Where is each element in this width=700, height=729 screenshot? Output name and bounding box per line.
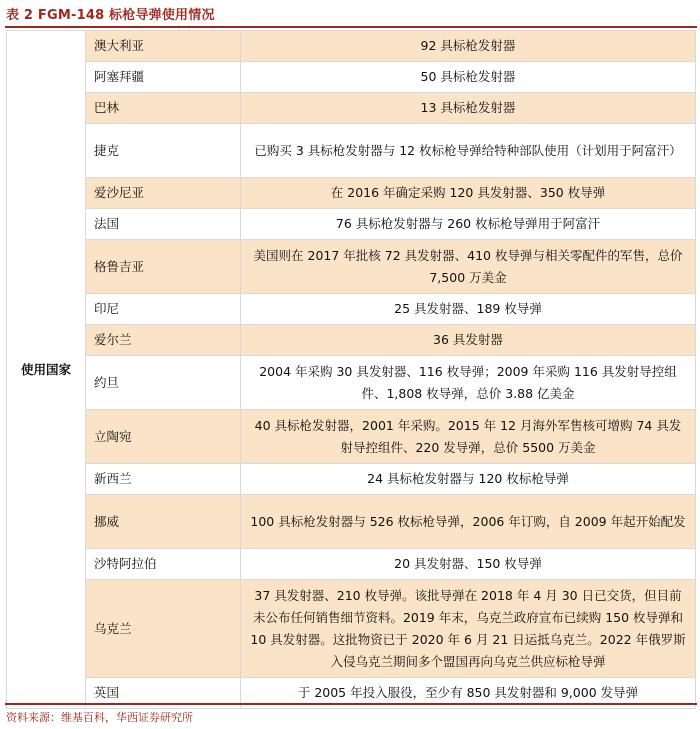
table-row — [7, 549, 696, 580]
table-row — [7, 410, 696, 464]
table-title: 表 2 FGM-148 标枪导弹使用情况 — [6, 8, 215, 23]
country-cell: 格鲁吉亚 — [86, 240, 241, 294]
table-row — [7, 31, 696, 62]
detail-cell: 于 2005 年投入服役，至少有 850 具发射器和 9,000 发导弹 — [241, 678, 696, 709]
table-row — [7, 240, 696, 294]
country-cell: 挪威 — [86, 495, 241, 549]
country-cell: 新西兰 — [86, 464, 241, 495]
table-row — [7, 178, 696, 209]
country-cell: 阿塞拜疆 — [86, 62, 241, 93]
detail-cell: 76 具标枪发射器与 260 枚标枪导弹用于阿富汗 — [241, 209, 696, 240]
country-cell: 爱尔兰 — [86, 325, 241, 356]
source-note: 资料来源：维基百科，华西证券研究所 — [6, 711, 193, 724]
detail-cell: 50 具标枪发射器 — [241, 62, 696, 93]
country-cell: 法国 — [86, 209, 241, 240]
country-cell: 乌克兰 — [86, 580, 241, 678]
detail-cell: 100 具标枪发射器与 526 枚标枪导弹，2006 年订购，自 2009 年起开始配发 — [241, 495, 696, 549]
country-cell: 巴林 — [86, 93, 241, 124]
table-row — [7, 62, 696, 93]
category-cell: 使用国家 — [7, 31, 86, 709]
title-divider — [5, 26, 697, 28]
table-row — [7, 93, 696, 124]
detail-cell: 美国则在 2017 年批核 72 具发射器、410 枚导弹与相关零配件的军售，总价 7,500 万美金 — [241, 240, 696, 294]
detail-cell: 25 具发射器、189 枚导弹 — [241, 294, 696, 325]
country-cell: 沙特阿拉伯 — [86, 549, 241, 580]
table-row — [7, 294, 696, 325]
table-row — [7, 580, 696, 678]
country-cell: 爱沙尼亚 — [86, 178, 241, 209]
table-row — [7, 209, 696, 240]
bottom-divider — [5, 703, 697, 705]
country-cell: 澳大利亚 — [86, 31, 241, 62]
detail-cell: 37 具发射器、210 枚导弹。该批导弹在 2018 年 4 月 30 日已交货，但目前未公布任何销售细节资料。2019 年末，乌克兰政府宣布已续购 150 枚导弹和 10 具发射器。这批物资已于 2020 年 6 月 21 日运抵乌克兰。2022 年俄罗斯入侵乌克兰期间多个盟国再向乌克兰供应标枪导弹 — [241, 580, 696, 678]
usage-table — [6, 30, 696, 709]
country-cell: 约旦 — [86, 356, 241, 410]
table-row — [7, 495, 696, 549]
detail-cell: 24 具标枪发射器与 120 枚标枪导弹 — [241, 464, 696, 495]
detail-cell: 36 具发射器 — [241, 325, 696, 356]
detail-cell: 92 具标枪发射器 — [241, 31, 696, 62]
country-cell: 捷克 — [86, 124, 241, 178]
table-row — [7, 464, 696, 495]
detail-cell: 20 具发射器、150 枚导弹 — [241, 549, 696, 580]
detail-cell: 在 2016 年确定采购 120 具发射器、350 枚导弹 — [241, 178, 696, 209]
country-cell: 印尼 — [86, 294, 241, 325]
country-cell: 立陶宛 — [86, 410, 241, 464]
detail-cell: 40 具标枪发射器，2001 年采购。2015 年 12 月海外军售核可增购 74 具发射导控组件、220 发导弹，总价 5500 万美金 — [241, 410, 696, 464]
table-row — [7, 356, 696, 410]
country-cell: 英国 — [86, 678, 241, 709]
detail-cell: 13 具标枪发射器 — [241, 93, 696, 124]
detail-cell: 已购买 3 具标枪发射器与 12 枚标枪导弹给特种部队使用（计划用于阿富汗） — [241, 124, 696, 178]
table-row — [7, 325, 696, 356]
table-row — [7, 124, 696, 178]
detail-cell: 2004 年采购 30 具发射器、116 枚导弹；2009 年采购 116 具发射导控组件、1,808 枚导弹，总价 3.88 亿美金 — [241, 356, 696, 410]
